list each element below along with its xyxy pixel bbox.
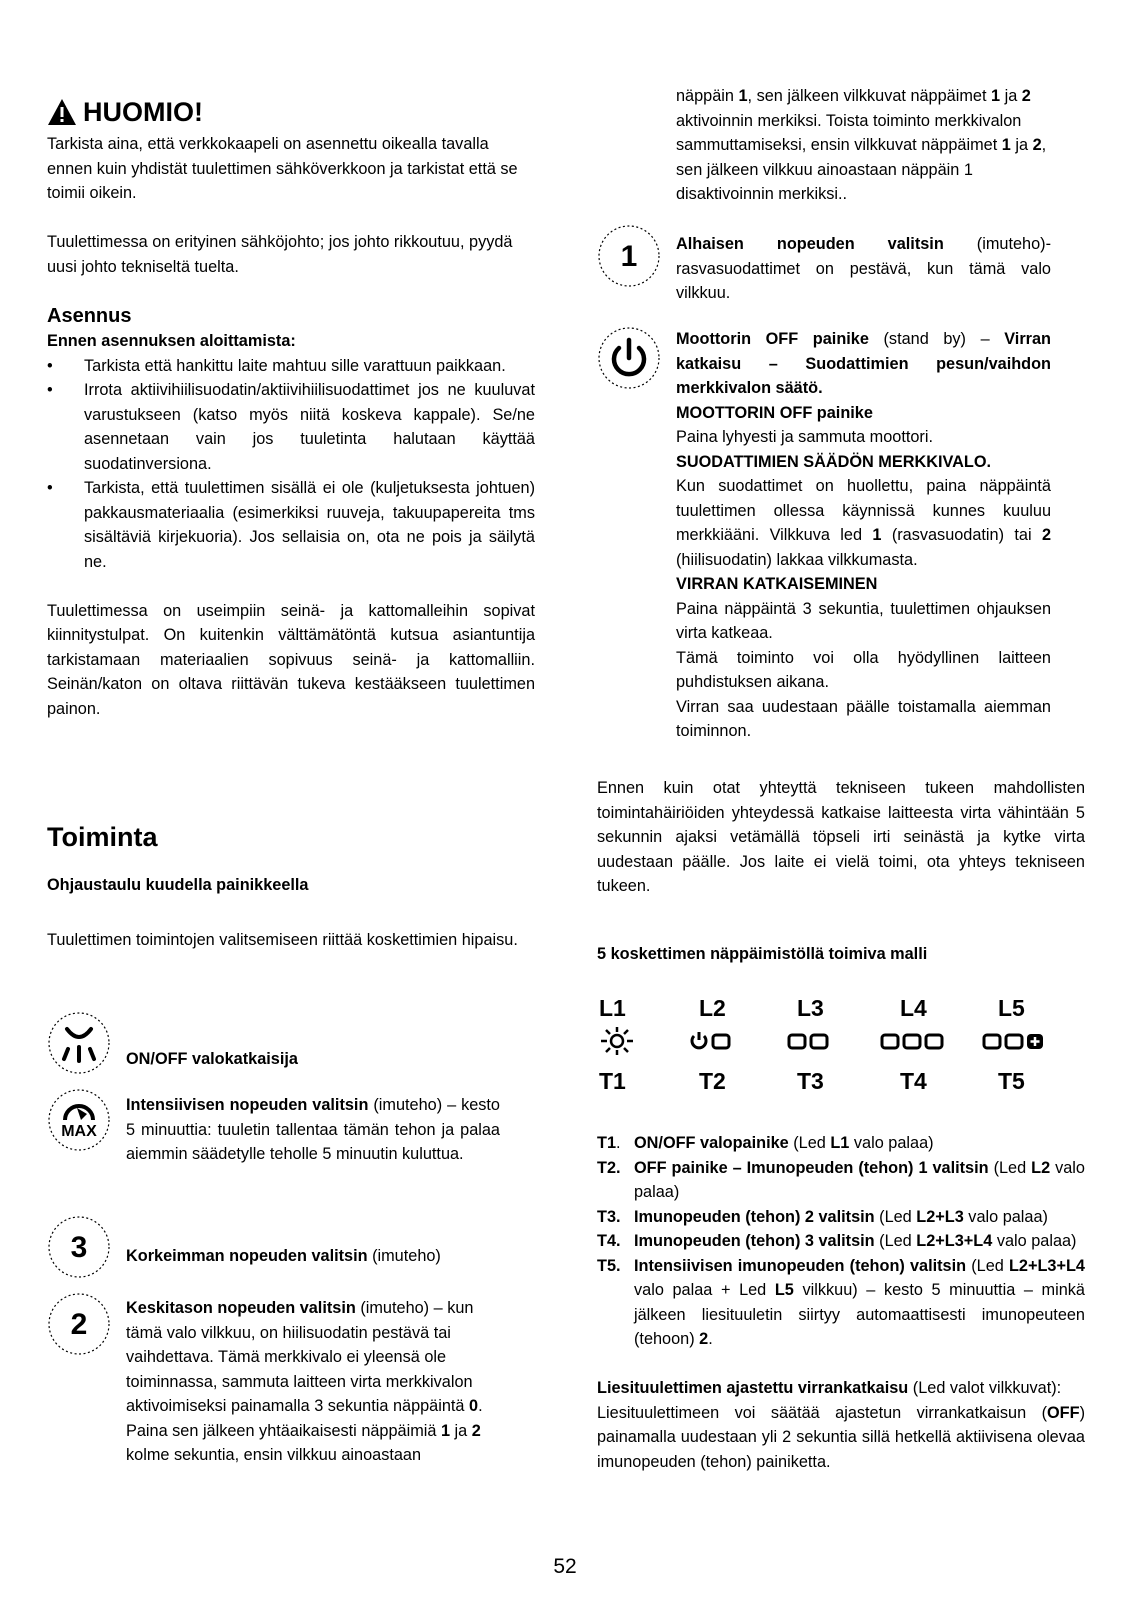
speed-1-icon	[597, 224, 661, 288]
warning-title: HUOMIO!	[83, 97, 203, 127]
light-button-icon	[47, 1011, 111, 1075]
install-bullet-list	[47, 354, 535, 575]
list-item: T1. ON/OFF valopainike (Led L1 valo palaa)	[597, 1134, 934, 1152]
key-label: T4	[900, 1068, 927, 1094]
warning-paragraph-2: Tuulettimessa on erityinen sähköjohto; jos johto rikkoutuu, pyydä uusi johto tekniseltä tuelta.	[47, 233, 513, 276]
key-label: T1	[599, 1068, 626, 1094]
model-title: 5 koskettimen näppäimistöllä toimiva malli	[597, 945, 928, 963]
led-label: L4	[900, 995, 927, 1021]
right-bottom-column	[597, 776, 1085, 899]
operation-subtitle: Ohjaustaulu kuudella painikkeella	[47, 876, 309, 894]
led-label: L3	[797, 995, 824, 1021]
keypad-diagram	[597, 995, 1087, 1105]
list-item: T5. Intensiivisen imunopeuden (tehon) valitsin (Led L2+L3+L4 valo palaa + Led L5 vilkkuu) – kesto 5 minuuttia – minkä jälkeen liesituuletin siirtyy automaattisesti imunopeuteen (tehoon) 2.	[597, 1256, 1085, 1348]
light-key-icon	[597, 1026, 637, 1056]
power-icon	[597, 326, 661, 390]
list-item: T3. Imunopeuden (tehon) 2 valitsin (Led L2+L3 valo palaa)	[597, 1207, 1048, 1226]
install-heading: Asennus	[47, 305, 132, 327]
warning-triangle-icon	[47, 98, 77, 126]
right-top-column: näppäin 1, sen jälkeen vilkkuvat näppäimet 1 ja 2 aktivoinnin merkiksi. Toista toiminto merkkivalon sammuttamiseksi, ensin vilkkuvat näppäimet 1 ja 2, sen jälkeen vilkkuu ainoastaan näppäin 1 disaktivoinnin merkiksi..	[676, 87, 1047, 203]
page-number: 52	[553, 1555, 577, 1578]
left-column	[47, 96, 535, 721]
list-item: • Tarkista että hankittu laite mahtuu sille varattuun paikkaan.	[47, 354, 535, 379]
speed-2-icon-text: 2	[70, 1308, 88, 1341]
support-paragraph: Ennen kuin otat yhteyttä tekniseen tukeen mahdollisten toimintahäiriöiden yhteydessä katkaise laitteesta virta vähintään 5 sekunnin ajaksi vetämällä töpseli irti seinästä ja kytke virta uudestaan päälle. Jos laite ei vielä toimi, ota yhteys tekniseen tukeen.	[597, 779, 1085, 895]
speed-1-icon-text: 1	[620, 240, 638, 273]
max-icon-text: MAX	[61, 1123, 97, 1140]
list-item: T2. OFF painike – Imunopeuden (tehon) 1 valitsin (Led L2 valo palaa)	[597, 1158, 1085, 1201]
list-item: • Irrota aktiivihiilisuodatin/aktiivihiilisuodattimet jos ne kuuluvat varustukseen (katso myös niitä koskeva kappale). Se/ne asennetaan vain jos tuuletinta halutaan käyttää suodatinversiona.	[47, 378, 535, 476]
timer-title: Liesituulettimen ajastettu virrankatkaisu (Led valot vilkkuvat):	[597, 1379, 1062, 1397]
led-label: L1	[599, 995, 626, 1021]
warning-paragraph-1: Tarkista aina, että verkkokaapeli on asennettu oikealla tavalla ennen kuin yhdistät tuulettimen sähköverkkoon ja tarkistat että se toimii oikein.	[47, 135, 518, 202]
speed-3-description: Korkeimman nopeuden valitsin (imuteho)	[126, 1247, 441, 1265]
light-button-label: ON/OFF valokatkaisija	[126, 1050, 298, 1068]
speed-2-icon	[47, 1292, 111, 1356]
list-item: T4. Imunopeuden (tehon) 3 valitsin (Led L2+L3+L4 valo palaa)	[597, 1232, 1077, 1250]
off-key-icon	[689, 1030, 737, 1052]
install-paragraph: Tuulettimessa on useimpiin seinä- ja kattomalleihin sopivat kiinnitystulpat. On kuitenkin välttämätöntä kutsua asiantuntija tarkistamaan materiaalien sopivuus seinä- ja kattomalliin. Seinän/katon on oltava riittävän tukeva kestääkseen tuulettimen painon.	[47, 601, 535, 718]
speed-1-description: Alhaisen nopeuden valitsin (imuteho)- rasvasuodattimet on pestävä, kun tämä valo vilkkuu.	[676, 235, 1051, 302]
led-label: L2	[699, 995, 726, 1021]
speed-3-key-icon	[880, 1030, 946, 1052]
key-label: T3	[797, 1068, 824, 1094]
speed-3-icon-text: 3	[70, 1231, 88, 1264]
speed-3-icon	[47, 1215, 111, 1279]
max-speed-description: Intensiivisen nopeuden valitsin (imuteho) – kesto 5 minuuttia: tuuletin tallentaa tämän tehon ja palaa aiemmin säädetylle teholle 5 minuutin kuluttua.	[126, 1096, 500, 1163]
speed-2-description: Keskitason nopeuden valitsin (imuteho) – kun tämä valo vilkkuu, on hiilisuodatin pestävä tai vaihdettava. Tämä merkkivalo ei yleensä ole toiminnassa, sammuta laitteen virta merkkivalon aktivoimiseksi painamalla 3 sekuntia näppäintä 0. Paina sen jälkeen yhtäaikaisesti näppäimiä 1 ja 2 kolme sekuntia, ensin vilkkuu ainoastaan	[126, 1299, 483, 1464]
led-label: L5	[998, 995, 1025, 1021]
max-speed-icon	[47, 1088, 111, 1152]
operation-heading: Toiminta	[47, 822, 158, 852]
boost-key-icon	[982, 1030, 1046, 1052]
speed-2-key-icon	[787, 1030, 831, 1052]
key-label: T2	[699, 1068, 726, 1094]
operation-intro: Tuulettimen toimintojen valitsemiseen riittää koskettimien hipaisu.	[47, 931, 518, 949]
list-item: • Tarkista, että tuulettimen sisällä ei ole (kuljetuksesta johtuen) pakkausmateriaalia (esimerkiksi ruuveja, takuupapereita tms sisältäviä kirjekuoria). Jos sellaisia on, ota ne pois ja säilytä ne.	[47, 476, 535, 574]
power-button-description: Moottorin OFF painike (stand by) – Virran katkaisu – Suodattimien pesun/vaihdon merkkivalon säätö. MOOTTORIN OFF painike Paina lyhyesti ja sammuta moottori. SUODATTIMIEN SÄÄDÖN MERKKIVALO. Kun suodattimet on huollettu, paina näppäintä tuulettimen ollessa käynnissä kunnes kuuluu merkkiääni. Vilkkuva led 1 (rasvasuodatin) tai 2 (hiilisuodatin) lakkaa vilkkumasta. VIRRAN KATKAISEMINEN Paina näppäintä 3 sekuntia, tuulettimen ohjauksen virta katkeaa. Tämä toiminto voi olla hyödyllinen laitteen puhdistuksen aikana. Virran saa uudestaan päälle toistamalla aiemman toiminnon.	[676, 330, 1052, 740]
warning-heading	[47, 96, 535, 128]
key-function-list	[597, 1131, 1085, 1474]
timer-paragraph: Liesituulettimeen voi säätää ajastetun virrankatkaisun (OFF) painamalla uudestaan yli 2 sekuntia sillä hetkellä aktiivisena olevaa imunopeuden (tehon) painiketta.	[597, 1403, 1085, 1471]
install-subtitle: Ennen asennuksen aloittamista:	[47, 332, 296, 350]
key-label: T5	[998, 1068, 1025, 1094]
